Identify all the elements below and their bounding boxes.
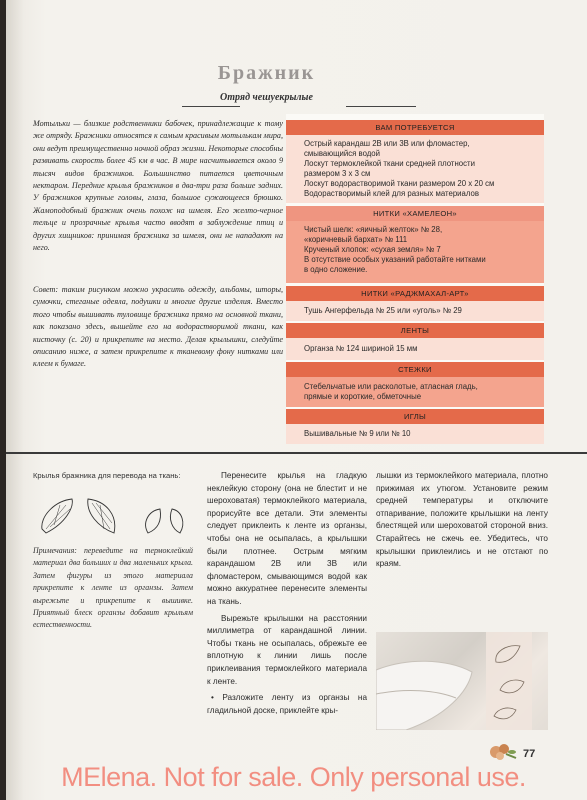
ribbons-header: ЛЕНТЫ xyxy=(286,323,544,338)
radjmahal-header: НИТКИ «РАДЖМАХАЛ-АРТ» xyxy=(286,286,544,301)
title-rule-right xyxy=(346,106,416,107)
ribbons-list xyxy=(286,338,544,360)
wings-caption-text: Крылья бражника для перевода на ткань: xyxy=(33,471,181,480)
book-page xyxy=(6,0,587,800)
needed-line: Водорастворимый клей для разных материалов xyxy=(304,189,479,198)
needed-line: размером 3 х 3 см xyxy=(304,169,371,178)
needed-header: ВАМ ПОТРЕБУЕТСЯ xyxy=(286,120,544,135)
radjmahal-line: Тушь Ангерфельда № 25 или «уголь» № 29 xyxy=(304,306,462,315)
watermark: MElena. Not for sale. Only personal use. xyxy=(61,762,526,792)
materials-panel xyxy=(286,114,544,444)
title-rule-left xyxy=(182,106,240,107)
ironing-photo xyxy=(376,632,548,730)
threads-line: Крученый хлопок: «сухая земля» № 7 xyxy=(304,245,441,254)
small-wing-right-outline xyxy=(170,509,182,533)
needles-header: ИГЛЫ xyxy=(286,409,544,424)
flower-ornament-icon xyxy=(486,740,518,762)
threads-line: Чистый шелк: «яичный желток» № 28, xyxy=(304,225,443,234)
threads-list xyxy=(286,221,544,283)
wings-caption xyxy=(33,470,193,483)
small-wing-left-outline xyxy=(146,509,161,533)
page-number: 77 xyxy=(523,748,536,760)
stitches-line: Стебельчатые или расколотые, атласная гладь, xyxy=(304,382,478,391)
needles-line: Вышивальные № 9 или № 10 xyxy=(304,429,411,438)
stitches-line: прямые и короткие, обметочные xyxy=(304,392,422,401)
intro-paragraph: Мотыльки — близкие родственники бабочек, принадлежащие к тому же отряду. Бражники относятся к самым красивым мотылькам мира, они ведут преимущественно ночной образ жизни. Некоторые способны развивать скорость более 45 км в час. В мире насчитывается около 9 тысяч видов бражников. Большинство питается цветочным нектаром. Передние крылья бражников в два-три раза больше задних. У бражников крупные головы, глаза, большое сужающееся брюшко. Жамоподобный бражник очень похож на шмеля. Его желто-черное тельце и прозрачные крылья часто вводят в заблуждение птиц и других хищников: принимая бражника за шмеля, они не нападают на него. xyxy=(33,119,283,253)
page-subtitle: Отряд чешуекрылые xyxy=(220,92,313,103)
instruction-paragraph: Вырежьте крылышки на расстоянии миллиметра от карандашной линии. Чтобы ткань не осыпалась, обрежьте ее вплотную к линии лишь после приклеивания термоклейкого материала к ленте. xyxy=(207,613,367,686)
threads-line: в одно сложение. xyxy=(304,265,368,274)
stitches-header: СТЕЖКИ xyxy=(286,362,544,377)
needed-list xyxy=(286,135,544,203)
ironing-scene xyxy=(376,632,548,730)
large-wing-right-veins xyxy=(92,503,112,529)
instruction-paragraph: лышки из термоклейкого материала, плотно прижимая их утюгом. Установите режим средней температуры и отключите отпаривание, положите крылышки на ленту блестящей или шероховатой стороной вниз. Старайтесь не сжечь ее. Убедитесь, что крылышки приклеились и не отстают по краям. xyxy=(376,471,548,569)
instructions-column-1 xyxy=(207,470,367,717)
instructions-column-2 xyxy=(376,470,548,571)
needles-list xyxy=(286,424,544,444)
wing-templates-illustration xyxy=(36,493,186,539)
instruction-paragraph: Перенесите крылья на гладкую неклейкую сторону (она не блестит и не шероховатая) термоклейкого материала, прорисуйте все детали. Эти элементы следует приклеить к ленте из органзы, чтобы она не осыпалась, а крылышки были плотнее. Острым мягким карандашом 2В или 3В или фломастером, смывающимся водой как можно аккуратнее перенесите элементы на ткань. xyxy=(207,471,367,606)
needed-line: смывающийся водой xyxy=(304,149,380,158)
threads-header: НИТКИ «ХАМЕЛЕОН» xyxy=(286,206,544,221)
needed-line: Острый карандаш 2В или 3В или фломастер, xyxy=(304,139,470,148)
threads-line: «коричневый бархат» № 111 xyxy=(304,235,408,244)
instruction-paragraph: • Разложите ленту из органзы на гладильной доске, приклейте кры- xyxy=(207,693,367,715)
iron-shape xyxy=(376,661,472,730)
page-title: Бражник xyxy=(217,62,316,84)
ribbons-line: Органза № 124 шириной 15 мм xyxy=(304,344,418,353)
radjmahal-list xyxy=(286,301,544,321)
tip-paragraph: Совет: таким рисунком можно украсить одежду, альбомы, шторы, сумочки, стеганые одеяла, подушки и многие другие изделия. Вместо того чтобы вышивать туловище бражника прямо на основной ткани, как показано здесь, вышейте его на водорастворимой ткани, как кисточку (с. 20) и прикрепите на место. Делая крылышки, следуйте описанию ниже, а затем прикрепите к тканевому фону нитками или клеем к бумаге. xyxy=(33,285,283,369)
needed-line: Лоскут термоклейкой ткани средней плотности xyxy=(304,159,475,168)
wings-note: Примечания: переведите на термоклейкий материал два больших и два маленьких крыла. Затем фигуры из этого материала прикрепите к ленте из органзы. Затем вырежьте и прикрепите к вышивке. Приятный блеск органзы добавит крыльям естественности. xyxy=(33,546,193,630)
needed-line: Лоскут водорастворимой ткани размером 20 х 20 см xyxy=(304,179,495,188)
section-divider xyxy=(6,452,587,454)
stitches-list xyxy=(286,377,544,407)
threads-line: В отсутствие особых указаний работайте нитками xyxy=(304,255,486,264)
